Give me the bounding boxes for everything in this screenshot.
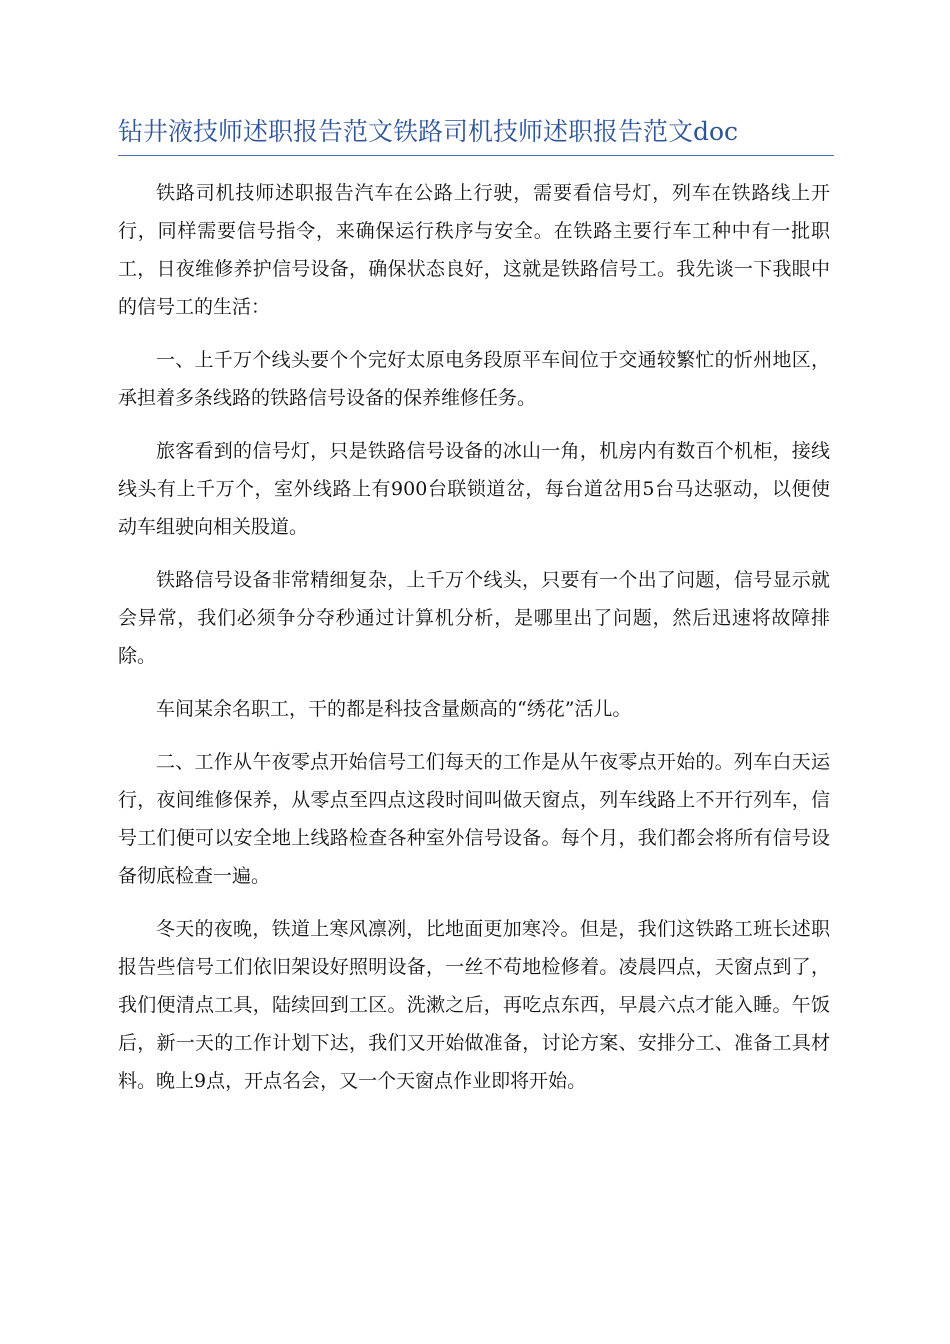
paragraph-3: 旅客看到的信号灯，只是铁路信号设备的冰山一角，机房内有数百个机柜，接线线头有上千万个，室外线路上有900台联锁道岔，每台道岔用5台马达驱动，以便使动车组驶向相关股道。 (118, 440, 830, 538)
paragraph-1: 铁路司机技师述职报告汽车在公路上行驶，需要看信号灯，列车在铁路线上开行，同样需要信号指令，来确保运行秩序与安全。在铁路主要行车工种中有一批职工，日夜维修养护信号设备，确保状态良好，这就是铁路信号工。我先谈一下我眼中的信号工的生活： (118, 182, 830, 318)
document-title: 钻井液技师述职报告范文铁路司机技师述职报告范文doc (118, 117, 739, 146)
paragraph-2: 一、上千万个线头要个个完好太原电务段原平车间位于交通较繁忙的忻州地区，承担着多条线路的铁路信号设备的保养维修任务。 (118, 349, 830, 409)
paragraph-5: 车间某余名职工，干的都是科技含量颇高的“绣花”活儿。 (156, 698, 632, 720)
paragraph-6: 二、工作从午夜零点开始信号工们每天的工作是从午夜零点开始的。列车白天运行，夜间维修保养，从零点至四点这段时间叫做天窗点，列车线路上不开行列车，信号工们便可以安全地上线路检查各种室外信号设备。每个月，我们都会将所有信号设备彻底检查一遍。 (118, 751, 830, 887)
paragraph-7: 冬天的夜晚，铁道上寒风凛冽，比地面更加寒冷。但是，我们这铁路工班长述职报告些信号工们依旧架设好照明设备，一丝不苟地检修着。凌晨四点，天窗点到了，我们便清点工具，陆续回到工区。洗漱之后，再吃点东西，早晨六点才能入睡。午饭后，新一天的工作计划下达，我们又开始做准备，讨论方案、安排分工、准备工具材料。晚上9点，开点名会，又一个天窗点作业即将开始。 (118, 918, 830, 1092)
title-underline (118, 155, 834, 156)
document-body (118, 174, 830, 1115)
paragraph-4: 铁路信号设备非常精细复杂，上千万个线头，只要有一个出了问题，信号显示就会异常，我们必须争分夺秒通过计算机分析，是哪里出了问题，然后迅速将故障排除。 (118, 569, 830, 667)
